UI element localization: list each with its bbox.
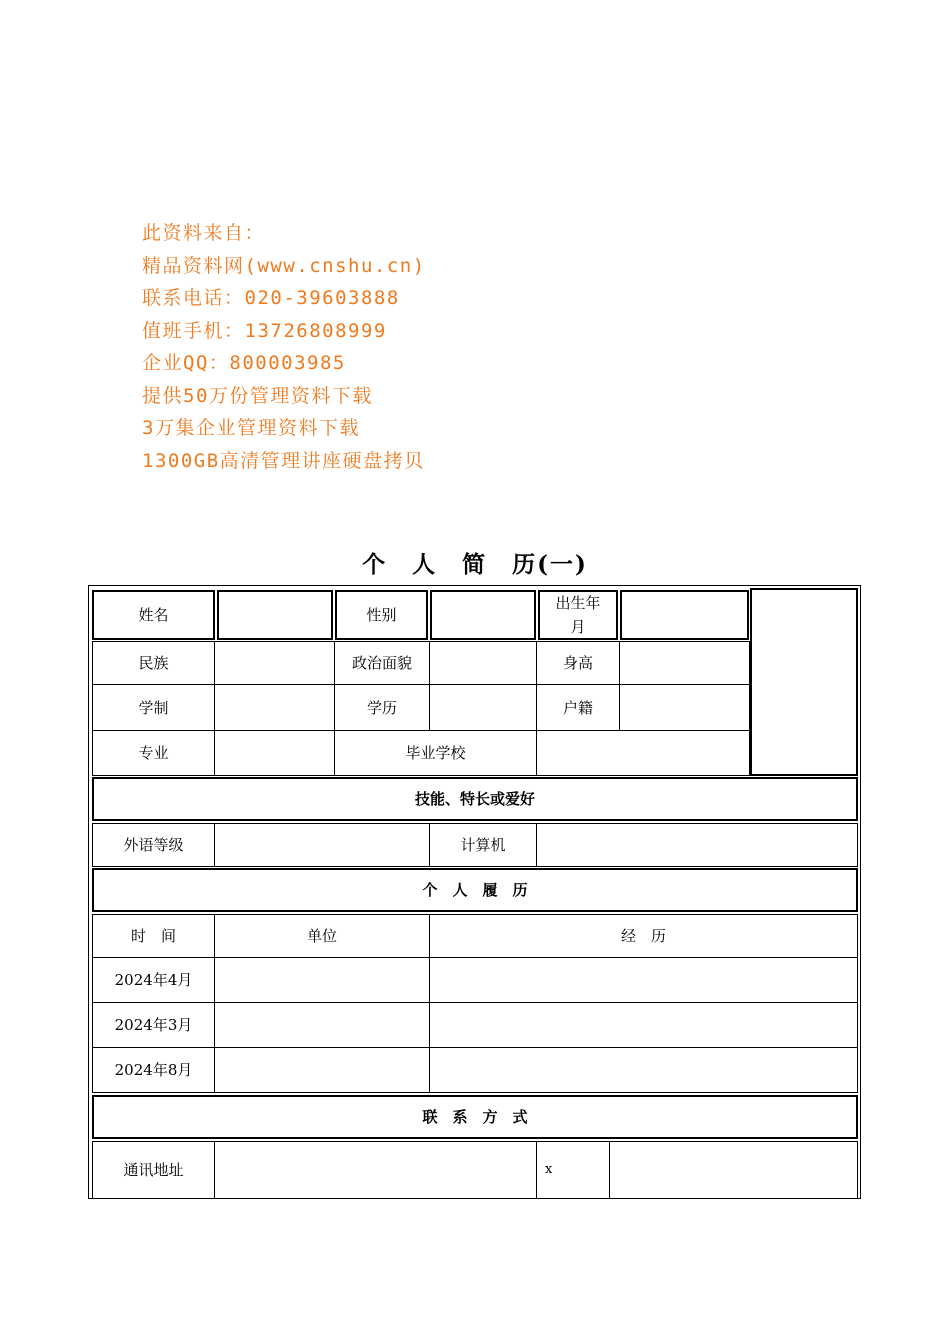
political-status-field[interactable] xyxy=(429,641,537,685)
page-title: 个 人 简 历(一) xyxy=(362,551,588,578)
school-field[interactable] xyxy=(536,730,750,776)
major-label: 专业 xyxy=(92,730,215,776)
education-field[interactable] xyxy=(429,684,537,731)
contact-extra-label: x xyxy=(536,1141,610,1199)
promo-block xyxy=(142,219,426,479)
promo-line: 精品资料网(www.cnshu.cn) xyxy=(142,254,426,277)
political-status-label: 政治面貌 xyxy=(334,641,430,685)
hukou-field[interactable] xyxy=(619,684,750,731)
photo-cell xyxy=(750,588,858,776)
history-row-time: 2024年8月 xyxy=(92,1047,215,1093)
promo-line: 此资料来自： xyxy=(142,222,266,244)
history-row-time: 2024年4月 xyxy=(92,957,215,1003)
promo-line: 企业QQ：800003985 xyxy=(142,352,346,374)
gender-label: 性别 xyxy=(335,590,428,640)
promo-line: 联系电话：020-39603888 xyxy=(142,287,400,309)
contact-extra-field[interactable] xyxy=(609,1141,858,1199)
ethnicity-label: 民族 xyxy=(92,641,215,685)
history-col-unit: 单位 xyxy=(214,914,430,958)
birth-label: 出生年月 xyxy=(538,590,618,640)
height-field[interactable] xyxy=(619,641,750,685)
major-field[interactable] xyxy=(214,730,335,776)
name-field[interactable] xyxy=(217,590,333,640)
history-row-unit[interactable] xyxy=(214,1047,430,1093)
promo-line: 1300GB高清管理讲座硬盘拷贝 xyxy=(142,449,425,472)
history-row-experience[interactable] xyxy=(429,1047,858,1093)
promo-line: 3万集企业管理资料下载 xyxy=(142,417,360,439)
history-col-time: 时 间 xyxy=(92,914,215,958)
contact-section-header: 联 系 方 式 xyxy=(92,1095,858,1139)
name-label: 姓名 xyxy=(92,590,215,640)
address-label: 通讯地址 xyxy=(92,1141,215,1199)
education-label: 学历 xyxy=(334,684,430,731)
birth-field[interactable] xyxy=(620,590,749,640)
promo-line: 提供50万份管理资料下载 xyxy=(142,384,373,407)
schooling-label: 学制 xyxy=(92,684,215,731)
address-field[interactable] xyxy=(214,1141,537,1199)
language-level-label: 外语等级 xyxy=(92,823,215,867)
history-section-header: 个 人 履 历 xyxy=(92,868,858,912)
history-row-unit[interactable] xyxy=(214,957,430,1003)
language-level-field[interactable] xyxy=(214,823,430,867)
history-row-experience[interactable] xyxy=(429,957,858,1003)
school-label: 毕业学校 xyxy=(334,730,537,776)
hukou-label: 户籍 xyxy=(536,684,620,731)
history-row-experience[interactable] xyxy=(429,1002,858,1048)
schooling-field[interactable] xyxy=(214,684,335,731)
computer-field[interactable] xyxy=(536,823,858,867)
height-label: 身高 xyxy=(536,641,620,685)
ethnicity-field[interactable] xyxy=(214,641,335,685)
history-row-time: 2024年3月 xyxy=(92,1002,215,1048)
history-row-unit[interactable] xyxy=(214,1002,430,1048)
skills-section-header: 技能、特长或爱好 xyxy=(92,777,858,821)
history-col-experience: 经 历 xyxy=(429,914,858,958)
computer-label: 计算机 xyxy=(429,823,537,867)
promo-line: 值班手机：13726808999 xyxy=(142,319,387,342)
gender-field[interactable] xyxy=(430,590,536,640)
